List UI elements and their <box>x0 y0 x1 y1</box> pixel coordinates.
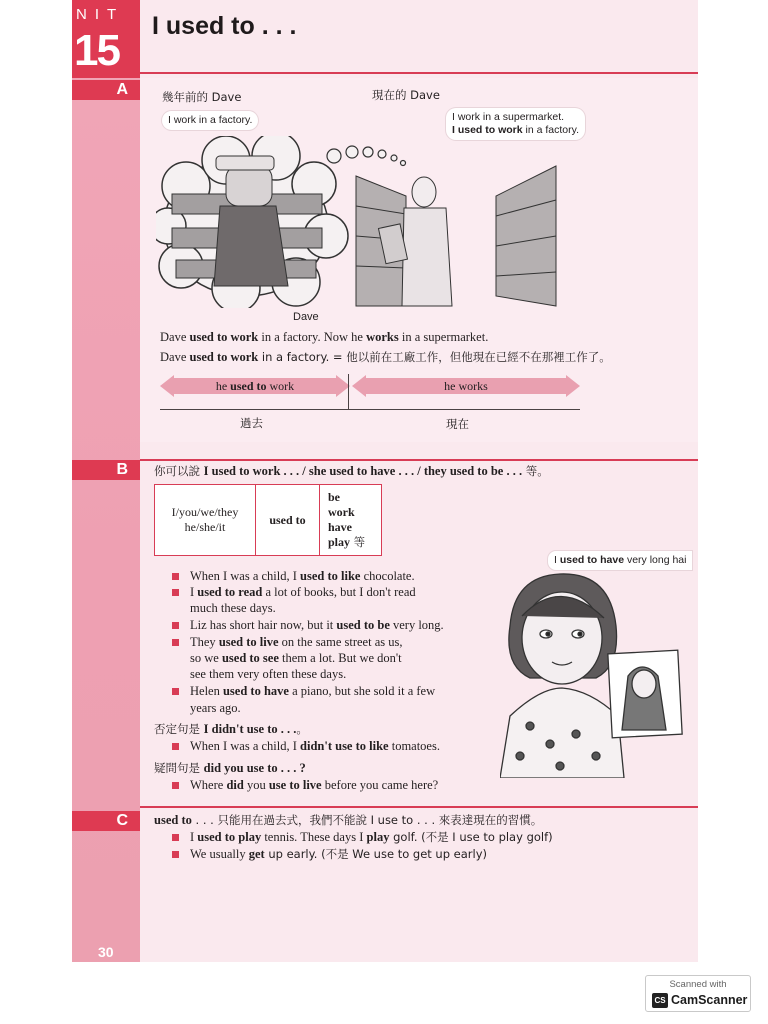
label-past: 過去 <box>240 416 263 430</box>
negative-example: When I was a child, I didn't use to like tomatoes. <box>190 739 440 753</box>
arrow-past-label: he used to work <box>215 379 295 393</box>
unit-number: 15 <box>74 26 119 75</box>
timeline-axis <box>160 409 580 410</box>
table-used-to: used to <box>256 485 320 555</box>
caption-past: 幾年前的 Dave <box>162 90 242 104</box>
page-title: I used to . . . <box>152 12 297 40</box>
camscanner-watermark <box>645 975 751 1012</box>
bullet-3 <box>172 622 179 629</box>
table-subjects: I/you/we/they he/she/it <box>155 485 256 555</box>
arrow-now-label: he works <box>444 379 488 393</box>
bullet-5 <box>172 688 179 695</box>
bubble-now-line2: I used to work in a factory. <box>452 124 580 136</box>
section-b-rule <box>140 459 698 461</box>
section-b-intro: 你可以說 I used to work . . . / she used to have . . . / they used to be . . . 等。 <box>154 464 549 478</box>
example-b2-cont: much these days. <box>190 601 276 615</box>
section-a-letter: A <box>72 80 140 100</box>
section-c-rule <box>140 806 698 808</box>
example-b5: Helen used to have a piano, but she sold it a few <box>190 684 436 698</box>
caption-now: 現在的 Dave <box>372 88 440 102</box>
example-c1: I used to play tennis. These days I play golf. (不是 I use to play golf) <box>190 830 553 844</box>
scanned-with-text: Scanned with <box>669 979 727 990</box>
camscanner-name: CamScanner <box>671 993 748 1007</box>
bullet-c2 <box>172 851 179 858</box>
unit-word: NIT <box>76 6 125 23</box>
bubble-now-line1: I work in a supermarket. <box>452 111 565 123</box>
section-b-letter: B <box>72 460 140 480</box>
bullet-7 <box>172 782 179 789</box>
question-intro: 疑問句是 did you use to . . . ? <box>154 761 306 775</box>
supermarket-scene <box>356 166 556 306</box>
question-example: Where did you use to live before you came here? <box>190 778 439 792</box>
thought-dots <box>327 146 406 166</box>
label-now: 現在 <box>446 417 469 431</box>
bullet-c1 <box>172 834 179 841</box>
textbook-page <box>72 0 698 962</box>
woman-illustration <box>500 566 698 778</box>
example-b5-cont: years ago. <box>190 701 241 715</box>
bullet-6 <box>172 743 179 750</box>
dave-illustration <box>156 136 576 308</box>
bullet-2 <box>172 589 179 596</box>
bullet-1 <box>172 573 179 580</box>
example-c2: We usually get up early. (不是 We use to get up early) <box>190 847 488 861</box>
page-number: 30 <box>98 944 114 960</box>
table-verbs: be work have play 等 <box>328 490 366 549</box>
timeline-now-marker <box>348 374 349 410</box>
sentence-a2: Dave used to work in a factory. = 他以前在工廠工作，但他現在已經不在那裡工作了。 <box>160 350 611 364</box>
example-b1: When I was a child, I used to like chocolate. <box>190 569 415 583</box>
bullet-4 <box>172 639 179 646</box>
speech-bubble-past: I work in a factory. <box>162 111 258 130</box>
example-b4-cont2: see them very often these days. <box>190 667 347 681</box>
unit-badge <box>72 0 140 78</box>
section-a-rule <box>140 72 698 74</box>
sentence-a1: Dave used to work in a factory. Now he works in a supermarket. <box>160 330 489 344</box>
example-b2: I used to read a lot of books, but I don't read <box>190 585 416 599</box>
section-c-letter: C <box>72 811 140 831</box>
used-to-table <box>154 484 382 556</box>
negative-intro: 否定句是 I didn't use to . . .。 <box>154 722 308 736</box>
section-c-intro: used to . . . 只能用在過去式，我們不能說 I use to . . . 來表達現在的習慣。 <box>154 813 543 827</box>
example-b3: Liz has short hair now, but it used to be very long. <box>190 618 444 632</box>
speech-bubble-hair: I used to have very long hai <box>548 551 692 570</box>
camscanner-logo-icon: CS <box>652 993 668 1008</box>
figure-label-dave: Dave <box>293 311 319 323</box>
example-b4-cont: so we used to see them a lot. But we don't <box>190 651 402 665</box>
example-b4: They used to live on the same street as us, <box>190 635 403 649</box>
